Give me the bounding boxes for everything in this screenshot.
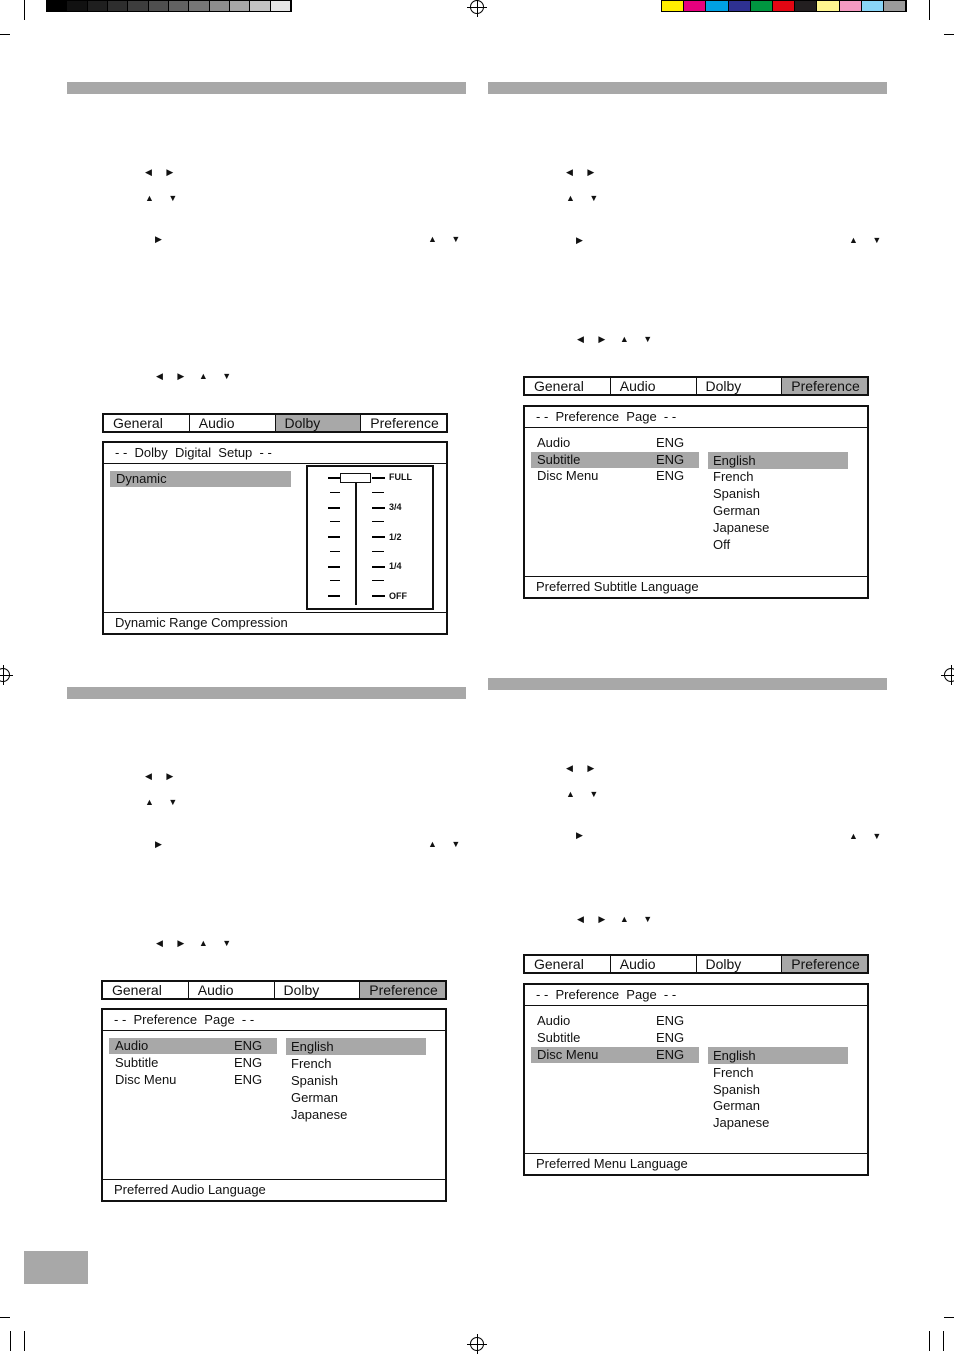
setting-value: ENG — [234, 1072, 263, 1087]
scale-tick-right — [372, 536, 385, 538]
dolby-menu-tab-bar — [102, 413, 448, 433]
color-swatch — [817, 1, 839, 11]
preference-subtitle-panel — [523, 405, 869, 599]
setting-label: Subtitle — [537, 452, 581, 467]
crop-mark — [0, 34, 10, 35]
crop-mark — [943, 1331, 944, 1351]
setting-row-subtitle[interactable] — [109, 1055, 277, 1071]
setting-label: Disc Menu — [537, 468, 599, 483]
crop-mark — [944, 1317, 954, 1318]
scale-tick-right — [372, 507, 385, 509]
panel-title: - - Preference Page - - — [103, 1010, 445, 1031]
setting-row-disc-menu[interactable] — [531, 1047, 699, 1063]
tab-audio[interactable]: Audio — [611, 956, 697, 972]
tab-general[interactable]: General — [525, 378, 611, 394]
audio-menu-tab-bar — [101, 980, 447, 1000]
scale-tick-left — [328, 566, 340, 568]
setting-value: ENG — [656, 1030, 685, 1045]
setting-label: Subtitle — [537, 1030, 581, 1045]
scale-tick-right — [372, 551, 384, 552]
scale-tick-right — [372, 595, 385, 597]
dynamic-range-slider[interactable] — [306, 465, 434, 610]
scale-tick-right — [372, 580, 384, 581]
tab-dolby[interactable]: Dolby — [697, 378, 783, 394]
registration-mark-bottom-icon — [470, 1337, 484, 1351]
color-swatch — [108, 1, 128, 11]
up-down-arrow-icon: ▲ ▼ — [566, 193, 605, 203]
scale-label-1-4: 1/4 — [389, 561, 402, 571]
left-right-arrow-icon: ◀ ▶ — [145, 771, 180, 781]
up-down-arrow-icon: ▲ ▼ — [428, 234, 467, 244]
navigation-arrows-icon: ◀ ▶ ▲ ▼ — [156, 371, 238, 381]
tab-audio[interactable]: Audio — [190, 415, 276, 431]
up-down-arrow-icon: ▲ ▼ — [145, 797, 184, 807]
color-swatch — [149, 1, 169, 11]
navigation-arrows-icon: ◀ ▶ ▲ ▼ — [156, 938, 238, 948]
registration-mark-right-icon — [944, 668, 954, 682]
tab-preference[interactable]: Preference — [360, 982, 445, 998]
tab-general[interactable]: General — [525, 956, 611, 972]
disc-menu-tab-bar — [523, 954, 869, 974]
left-right-arrow-icon: ◀ ▶ — [145, 167, 180, 177]
setting-label: Audio — [537, 1013, 571, 1028]
slider-track — [355, 477, 357, 605]
setting-label: Disc Menu — [537, 1047, 599, 1062]
scale-tick-right — [372, 492, 384, 493]
registration-mark-left-icon — [0, 668, 10, 682]
color-swatch — [795, 1, 817, 11]
language-option[interactable]: English — [708, 452, 848, 469]
setting-value: ENG — [234, 1038, 263, 1053]
up-down-arrow-icon: ▲ ▼ — [849, 831, 888, 841]
color-swatch — [169, 1, 189, 11]
scale-tick-left — [328, 507, 340, 509]
scale-tick-left — [328, 595, 340, 597]
up-down-arrow-icon: ▲ ▼ — [566, 789, 605, 799]
left-right-arrow-icon: ◀ ▶ — [566, 763, 601, 773]
subtitle-menu-tab-bar — [523, 376, 869, 396]
color-swatch — [706, 1, 728, 11]
section-header-bar — [488, 678, 887, 690]
language-option[interactable]: German — [713, 1098, 760, 1113]
panel-title: - - Dolby Digital Setup - - — [104, 443, 446, 464]
up-down-arrow-icon: ▲ ▼ — [145, 193, 184, 203]
section-header-bar — [488, 82, 887, 94]
panel-title: - - Preference Page - - — [525, 985, 867, 1006]
color-swatch — [684, 1, 706, 11]
crop-mark — [24, 0, 25, 20]
tab-preference[interactable]: Preference — [782, 956, 867, 972]
language-option[interactable]: Japanese — [713, 1115, 770, 1130]
scale-label-3-4: 3/4 — [389, 502, 402, 512]
crop-mark — [10, 1331, 11, 1351]
setting-row-audio[interactable] — [531, 1013, 699, 1029]
scale-label-off: OFF — [389, 591, 407, 601]
grayscale-swatch-strip — [46, 0, 292, 12]
color-swatch — [729, 1, 751, 11]
color-swatch — [67, 1, 87, 11]
dolby-setup-panel — [102, 441, 448, 635]
crop-mark — [24, 1331, 25, 1351]
tab-audio[interactable]: Audio — [189, 982, 275, 998]
color-swatch — [862, 1, 884, 11]
tab-general[interactable]: General — [104, 415, 190, 431]
page-number-tab — [24, 1251, 88, 1284]
setting-row-disc-menu[interactable] — [109, 1072, 277, 1088]
scale-tick-left — [328, 477, 340, 479]
scale-tick-left — [330, 580, 340, 581]
section-header-bar — [67, 687, 466, 699]
language-option[interactable]: Japanese — [713, 520, 770, 535]
panel-status: Preferred Audio Language — [103, 1179, 445, 1200]
color-swatch — [47, 1, 67, 11]
color-swatch — [751, 1, 773, 11]
right-arrow-icon: ▶ — [155, 234, 168, 244]
up-down-arrow-icon: ▲ ▼ — [428, 839, 467, 849]
tab-dolby[interactable]: Dolby — [275, 982, 361, 998]
scale-tick-left — [330, 551, 340, 552]
color-swatch — [773, 1, 795, 11]
tab-general[interactable]: General — [103, 982, 189, 998]
setting-label: Audio — [537, 435, 571, 450]
preference-audio-panel — [101, 1008, 447, 1202]
setting-value: ENG — [656, 452, 685, 467]
crop-mark — [929, 1331, 930, 1351]
scale-label-1-2: 1/2 — [389, 532, 402, 542]
right-arrow-icon: ▶ — [576, 235, 589, 245]
setting-label: Subtitle — [115, 1055, 159, 1070]
color-swatch — [662, 1, 684, 11]
crop-mark — [0, 1317, 10, 1318]
scale-label-full: FULL — [389, 472, 412, 482]
crop-mark — [944, 34, 954, 35]
setting-label: Disc Menu — [115, 1072, 177, 1087]
panel-status: Preferred Subtitle Language — [525, 576, 867, 597]
scale-tick-left — [330, 521, 340, 522]
scale-tick-right — [372, 566, 385, 568]
language-option[interactable]: German — [713, 503, 760, 518]
registration-mark-top-icon — [470, 0, 484, 14]
language-option[interactable]: Off — [713, 537, 731, 552]
color-swatch — [210, 1, 230, 11]
setting-value: ENG — [656, 1013, 685, 1028]
language-option[interactable]: Spanish — [291, 1073, 338, 1088]
right-arrow-icon: ▶ — [576, 830, 589, 840]
tab-preference[interactable]: Preference — [370, 415, 439, 431]
menu-item-dynamic[interactable] — [110, 471, 291, 487]
panel-title: - - Preference Page - - — [525, 407, 867, 428]
menu-item-label: Dynamic — [116, 471, 167, 486]
scale-tick-right — [372, 521, 384, 522]
tab-audio[interactable]: Audio — [611, 378, 697, 394]
panel-status: Dynamic Range Compression — [104, 612, 446, 633]
language-option[interactable]: Spanish — [713, 1082, 760, 1097]
tab-preference[interactable]: Preference — [782, 378, 867, 394]
setting-row-disc-menu[interactable] — [531, 468, 699, 484]
panel-status: Preferred Menu Language — [525, 1153, 867, 1174]
up-down-arrow-icon: ▲ ▼ — [849, 235, 888, 245]
scale-tick-left — [330, 492, 340, 493]
language-option[interactable]: German — [291, 1090, 338, 1105]
setting-row-subtitle[interactable] — [531, 1030, 699, 1046]
language-option[interactable]: French — [291, 1056, 332, 1071]
tab-dolby[interactable]: Dolby — [276, 415, 362, 431]
language-option[interactable]: Spanish — [713, 486, 760, 501]
setting-label: Audio — [115, 1038, 149, 1053]
scale-tick-right — [372, 477, 385, 479]
setting-value: ENG — [656, 1047, 685, 1062]
setting-row-audio[interactable] — [531, 435, 699, 451]
crop-mark — [929, 0, 930, 20]
section-header-bar — [67, 82, 466, 94]
slider-thumb[interactable] — [340, 473, 371, 483]
language-option[interactable]: English — [708, 1047, 848, 1064]
setting-row-subtitle[interactable] — [531, 452, 699, 468]
setting-value: ENG — [234, 1055, 263, 1070]
tab-dolby[interactable]: Dolby — [697, 956, 783, 972]
navigation-arrows-icon: ◀ ▶ ▲ ▼ — [577, 914, 659, 924]
language-option[interactable]: Japanese — [291, 1107, 348, 1122]
language-option[interactable]: French — [713, 1065, 754, 1080]
navigation-arrows-icon: ◀ ▶ ▲ ▼ — [577, 334, 659, 344]
color-swatch-strip — [661, 0, 907, 12]
language-option[interactable]: French — [713, 469, 754, 484]
language-option[interactable]: English — [286, 1038, 426, 1055]
color-swatch — [128, 1, 148, 11]
scale-tick-left — [328, 536, 340, 538]
left-right-arrow-icon: ◀ ▶ — [566, 167, 601, 177]
color-swatch — [250, 1, 270, 11]
color-swatch — [230, 1, 250, 11]
setting-value: ENG — [656, 468, 685, 483]
right-arrow-icon: ▶ — [155, 839, 168, 849]
color-swatch — [840, 1, 862, 11]
preference-disc-menu-panel — [523, 983, 869, 1176]
setting-row-audio[interactable] — [109, 1038, 277, 1054]
color-swatch — [884, 1, 906, 11]
color-swatch — [189, 1, 209, 11]
setting-value: ENG — [656, 435, 685, 450]
color-swatch — [271, 1, 291, 11]
color-swatch — [88, 1, 108, 11]
